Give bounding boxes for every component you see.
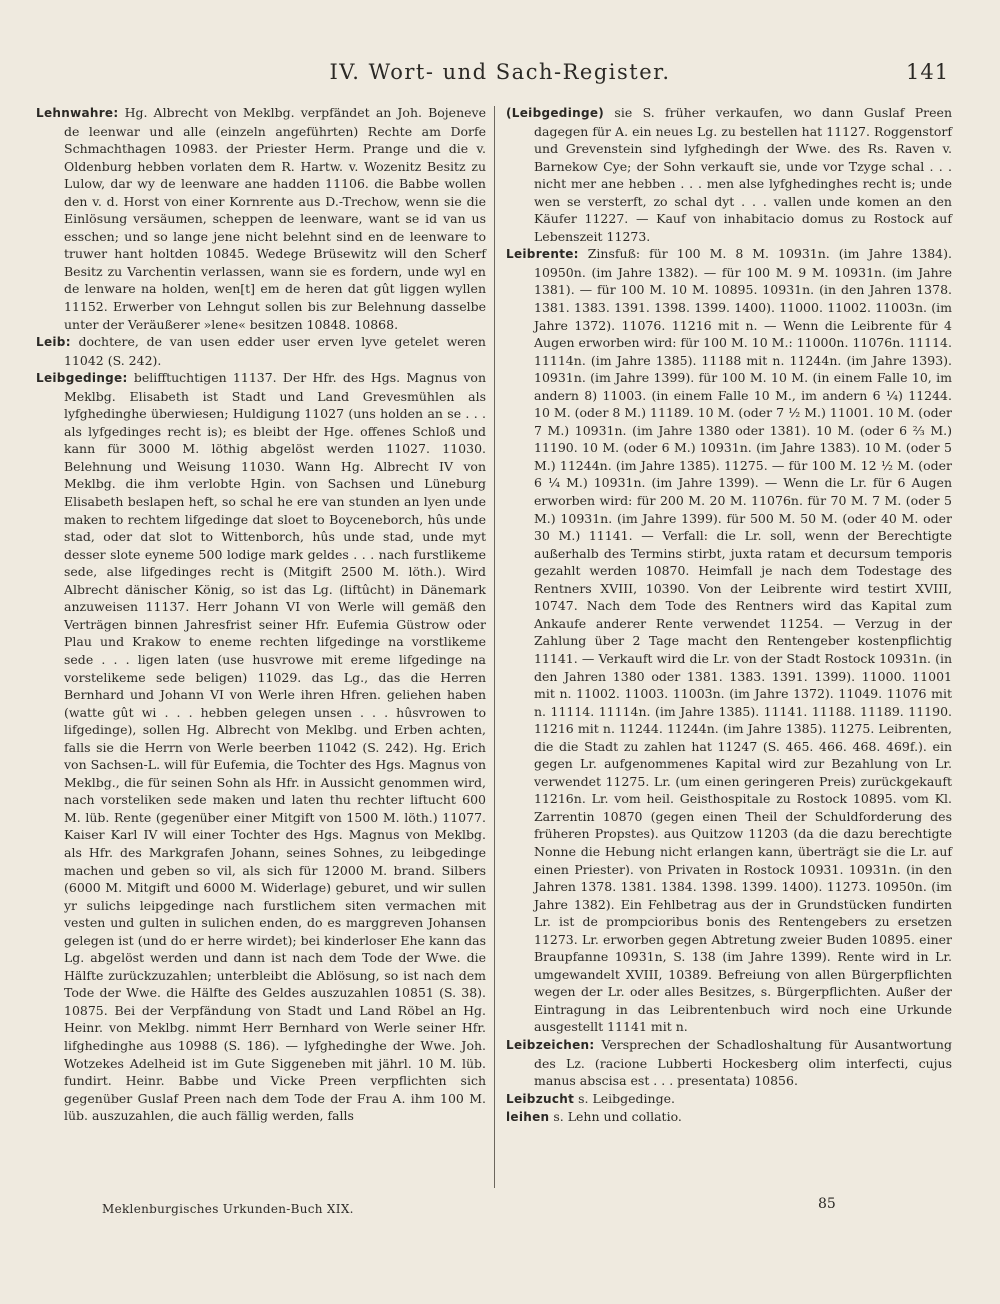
index-entry-leibgedinge bbox=[36, 369, 486, 1125]
entry-term: Leibgedinge: bbox=[36, 371, 128, 386]
entry-text: s. Lehn und collatio. bbox=[553, 1109, 682, 1125]
column-divider bbox=[494, 106, 495, 1188]
entry-text: dochtere, de van usen edder user erven lyve getelet weren 11042 (S. 242). bbox=[64, 334, 486, 368]
entry-text: belifftuchtigen 11137. Der Hfr. des Hgs. Magnus von Meklbg. Elisabeth ist Stadt und Land Grevesmühlen als lyfghedinghe überwiesen; Huldigung 11027 (uns holden an se . . . als lyfgedinges recht is); es bleibt der Hge. offenes Schloß und kann für 3000 M. löthig abgelöst werden 11027. 11030. Belehnung und Weisung 11030. Wann Hg. Albrecht IV von Meklbg. die ihm verlobte Hgin. von Sachsen und Lüneburg Elisabeth beslapen heft, so schal he ere van stunden an lyen unde maken to rechtem lifgedinge dat sloet to Boyceneborch, hûs unde stad, oder dat slot to Wittenborch, hûs unde stad, unde myt desser slote eyneme 500 lodige mark geldes . . . nach furstlikeme sede, alse lifgedinges recht is (Mitgift 2500 M. löth.). Wird Albrecht dänischer König, so ist das Lg. (liftûcht) in Dänemark anzuweisen 11137. Herr Johann VI von Werle will gemäß den Verträgen binnen Jahresfrist seiner Hfr. Eufemia Güstrow oder Plau und Krakow to eneme rechten lifgedinge na vorstlikeme sede . . . ligen laten (use husvrowe mit ereme lifgedinge na vorstelikeme sede beligen) 11029. das Lg., das die Herren Bernhard und Johann VI von Werle ihren Hfren. geliehen haben (watte gût wi . . . hebben gelegen unsen . . . hûsvrowen to lifgedinge), sollen Hg. Albrecht von Meklbg. und Erben achten, falls sie die Herrn von Werle beerben 11042 (S. 242). Hg. Erich von Sachsen-L. will für Eufemia, die Tochter des Hgs. Magnus von Meklbg., die für seinen Sohn als Hfr. in Aussicht genommen wird, nach vorsteliken sede maken und laten thu rechter liftucht 600 M. lüb. Rente (gegenüber einer Mitgift von 1500 M. löth.) 11077. Kaiser Karl IV will einer Tochter des Hgs. Magnus von Meklbg. als Hfr. des Markgrafen Johann, seines Sohnes, zu leibgedinge machen und geben so vil, als sich für 12000 M. brand. Silbers (6000 M. Mitgift und 6000 M. Widerlage) geburet, und wir sullen yr sulichs leipgedinge nach furstlichem siten vermachen mit vesten und gulten in sulichen enden, do es marggreven Johansen gelegen ist (und do er herre wirdet); bei kinderloser Ehe kann das Lg. abgelöst werden und dann ist nach dem Tode der Wwe. die Hälfte zurückzuzahlen; unterbleibt die Ablösung, so ist nach dem Tode der Wwe. die Hälfte des Geldes auszuzahlen 10851 (S. 38). 10875. Bei der Verpfändung von Stadt und Land Röbel an Hg. Heinr. von Meklbg. nimmt Herr Bernhard von Werle seiner Hfr. lifghedinghe aus 10988 (S. 186). — lyfghedinghe der Wwe. Joh. Wotzekes Adelheid ist im Gute Siggeneben mit jährl. 10 M. lüb. fundirt. Heinr. Babbe und Vicke Preen verpflichten sich gegenüber Guslaf Preen nach dem Tode der Frau A. ihm 100 M. lüb. auszuzahlen, die auch fällig werden, falls bbox=[64, 370, 486, 1124]
page-number: 141 bbox=[906, 60, 950, 84]
entry-term: Leibzucht bbox=[506, 1091, 575, 1106]
index-entry-lehnwahre bbox=[36, 104, 486, 333]
entry-term: leihen bbox=[506, 1110, 550, 1125]
running-header-title: IV. Wort- und Sach-Register. bbox=[329, 60, 671, 84]
index-entry-leibrente bbox=[506, 245, 952, 1036]
index-entry-leibzucht bbox=[506, 1090, 952, 1109]
footer-signature-mark: 85 bbox=[818, 1196, 836, 1212]
entry-text: Hg. Albrecht von Meklbg. verpfändet an Joh. Bojeneve de leenwar und alle (einzeln angeführten) Rechte am Dorfe Schmachthagen 10983. der Priester Herm. Prange und die v. Oldenburg hebben vorlaten dem R. Hartw. v. Wozenitz Besitz zu Lulow, dar wy de leenware ane hadden 11106. die Babbe wollen den v. d. Horst von einer Kornrente aus D.-Trechow, wenn sie die Einlösung versäumen, scheppen de leenware, want se id van us esschen; und so lange jene nicht belehnt sind en de leenware to truwer hant holtden 10845. Wedege Brüsewitz will den Scherf Besitz zu Varchentin verlassen, wann sie es fordern, unde wyl en de lenware na holden, wen[t] em de heren dat gût liggen wyllen 11152. Erwerber von Lehngut sollen bis zur Belehnung dasselbe unter der Veräußerer »lene« besitzen 10848. 10868. bbox=[64, 105, 486, 332]
entry-text: s. Leibgedinge. bbox=[578, 1090, 675, 1106]
entry-term: (Leibgedinge) bbox=[506, 106, 605, 120]
entry-term: Leibrente: bbox=[506, 247, 579, 262]
entry-text: Zinsfuß: für 100 M. 8 M. 10931n. (im Jahre 1384). 10950n. (im Jahre 1382). — für 100 M. 9 M. 10931n. (im Jahre 1381). — für 100 M. 10 M. 10895. 10931n. (in den Jahren 1378. 1381. 1383. 1391. 1398. 1399. 1400). 11000. 11002. 11003n. (im Jahre 1372). 11076. 11216 mit n. — Wenn die Leibrente für 4 Augen erworben wird: für 100 M. 10 M.: 11000n. 11076n. 11114. 11114n. (im Jahre 1385). 11188 mit n. 11244n. (im Jahre 1393). 10931n. (im Jahre 1399). für 100 M. 10 M. (in einem Falle 10, im andern 8) 11003. (in einem Falle 10 M., im andern 6 ¼) 11244. 10 M. (oder 8 M.) 11189. 10 M. (oder 7 ½ M.) 11001. 10 M. (oder 7 M.) 10931n. (im Jahre 1380 oder 1381). 10 M. (oder 6 ⅔ M.) 11190. 10 M. (oder 6 M.) 10931n. (im Jahre 1383). 10 M. (oder 5 M.) 11244n. (im Jahre 1385). 11275. — für 100 M. 12 ½ M. (oder 6 ¼ M.) 10931n. (im Jahre 1399). — Wenn die Lr. für 6 Augen erworben wird: für 200 M. 20 M. 11076n. für 70 M. 7 M. (oder 5 M.) 10931n. (im Jahre 1399). für 500 M. 50 M. (oder 40 M. oder 30 M.) 11141. — Verfall: die Lr. soll, wenn der Berechtigte außerhalb des Termins stirbt, juxta ratam et decursum temporis gezahlt werden 10870. Heimfall je nach dem Todestage des Rentners XVIII, 10390. Von der Leibrente wird testirt XVIII, 10747. Nach dem Tode des Rentners wird das Kapital zum Ankaufe anderer Rente verwendet 11254. — Verzug in der Zahlung über 2 Tage macht den Rentengeber kostenpflichtig 11141. — Verkauft wird die Lr. von der Stadt Rostock 10931n. (in den Jahren 1380 oder 1381. 1383. 1391. 1399). 11000. 11001 mit n. 11002. 11003. 11003n. (im Jahre 1372). 11049. 11076 mit n. 11114. 11114n. (im Jahre 1385). 11141. 11188. 11189. 11190. 11216 mit n. 11244. 11244n. (im Jahre 1385). 11275. Leibrenten, die die Stadt zu zahlen hat 11247 (S. 465. 466. 468. 469f.). ein gegen Lr. aufgenommenes Kapital wird zur Bezahlung von Lr. verwendet 11275. Lr. (um einen geringeren Preis) zurückgekauft 11216n. Lr. vom heil. Geisthospitale zu Rostock 10895. vom Kl. Zarrentin 10870 (gegen einen Theil der Schuldforderung des früheren Propstes). aus Quitzow 11203 (da die dazu berechtigte Nonne die Hebung nicht erlangen kann, überträgt sie die Lr. auf einen Priester). von Privaten in Rostock 10931. 10931n. (in den Jahren 1378. 1381. 1384. 1398. 1399. 1400). 11273. 10950n. (im Jahre 1382). Ein Fehlbetrag aus der in Grundstücken fundirten Lr. ist de prompcioribus bonis des Rentengebers zu ersetzen 11273. Lr. erworben gegen Abtretung zweier Buden 10895. einer Braupfanne 10931n, S. 138 (im Jahre 1399). Rente wird in Lr. umgewandelt XVIII, 10389. Befreiung von allen Bürgerpflichten wegen der Lr. oder alles Besitzes, s. Bürgerpflichten. Außer der Eintragung in das Leibrentenbuch wird noch eine Urkunde ausgestellt 11141 mit n. bbox=[534, 246, 952, 1035]
index-entry-leibzeichen bbox=[506, 1036, 952, 1090]
index-entry-leib bbox=[36, 333, 486, 369]
entry-term: Leibzeichen: bbox=[506, 1037, 595, 1052]
right-column bbox=[506, 104, 952, 1127]
entry-text: Versprechen der Schadloshaltung für Ausantwortung des Lz. (racione Lubberti Hockesberg olim interfecti, cujus manus abscisa est . . . presentata) 10856. bbox=[534, 1036, 952, 1089]
index-entry-leihen bbox=[506, 1108, 952, 1127]
footer-book-title: Meklenburgisches Urkunden-Buch XIX. bbox=[102, 1202, 354, 1216]
entry-term: Lehnwahre: bbox=[36, 106, 119, 120]
entry-text: sie S. früher verkaufen, wo dann Guslaf Preen dagegen für A. ein neues Lg. zu bestellen hat 11127. Roggenstorf und Grevenstein sind lyfghedingh der Wwe. des Rs. Raven v. Barnekow Cye; der Sohn verkauft sie, unde vor Tzyge schal . . . nicht mer ane hebben . . . men alse lyfghedinghes recht is; unde wen se versterft, zo schal dyt . . . vallen unde komen an den Käufer 11227. — Kauf von inhabitacio domus zu Rostock auf Lebenszeit 11273. bbox=[534, 105, 952, 244]
left-column bbox=[36, 104, 486, 1125]
entry-term: Leib: bbox=[36, 335, 71, 350]
index-entry-leibgedinge-continued bbox=[506, 104, 952, 245]
